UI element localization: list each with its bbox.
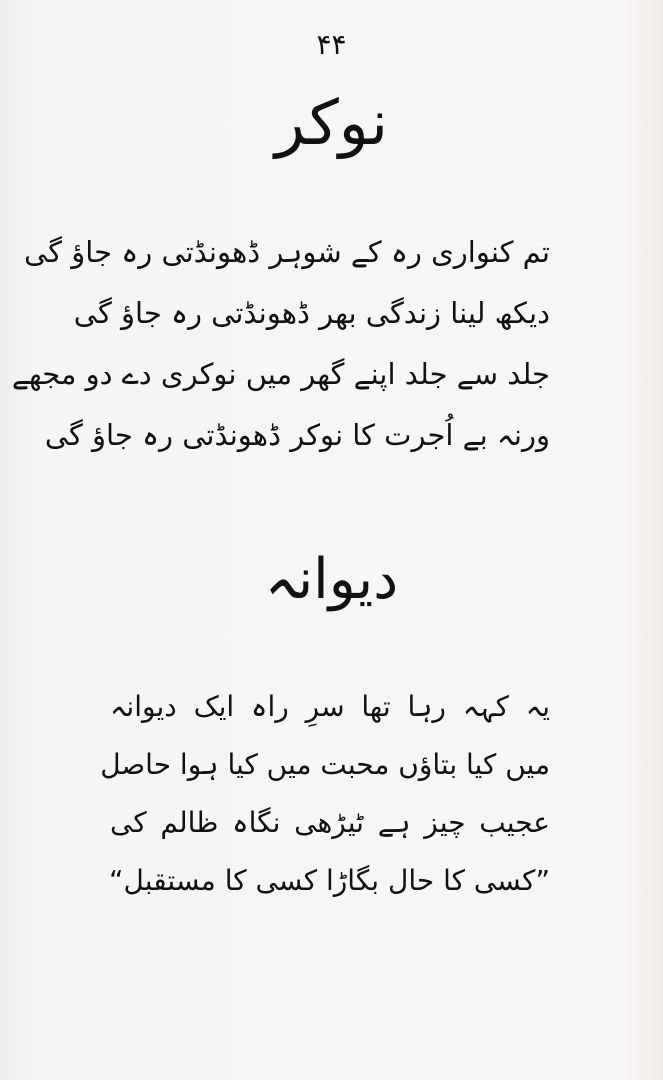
verse-line: میں کیا بتاؤں محبت میں کیا ہوا حاصل (100, 748, 550, 781)
poem-stanza-naukar (11, 222, 550, 466)
verse-line: جلد سے جلد اپنے گھر میں نوکری دے دو مجھے (11, 357, 550, 391)
poem-stanza-deewana (100, 678, 550, 910)
verse-line: ورنہ بے اُجرت کا نوکر ڈھونڈتی رہ جاؤ گی (44, 418, 550, 452)
verse-line: تم کنواری رہ کے شوہر ڈھونڈتی رہ جاؤ گی (24, 235, 550, 269)
verse-line: دیکھ لینا زندگی بھر ڈھونڈتی رہ جاؤ گی (73, 296, 550, 330)
verse-line: عجیب چیز ہے ٹیڑھی نگاہ ظالم کی (110, 806, 550, 839)
poem-title-deewana: دیوانہ (264, 547, 399, 612)
poem-title-naukar: نوکر (274, 86, 388, 159)
page-number: ۴۴ (316, 28, 347, 61)
verse-line: ”کسی کا حال بگاڑا کسی کا مستقبل“ (109, 864, 550, 897)
verse-line: یہ کہہ رہا تھا سرِ راہ ایک دیوانہ (110, 690, 550, 723)
